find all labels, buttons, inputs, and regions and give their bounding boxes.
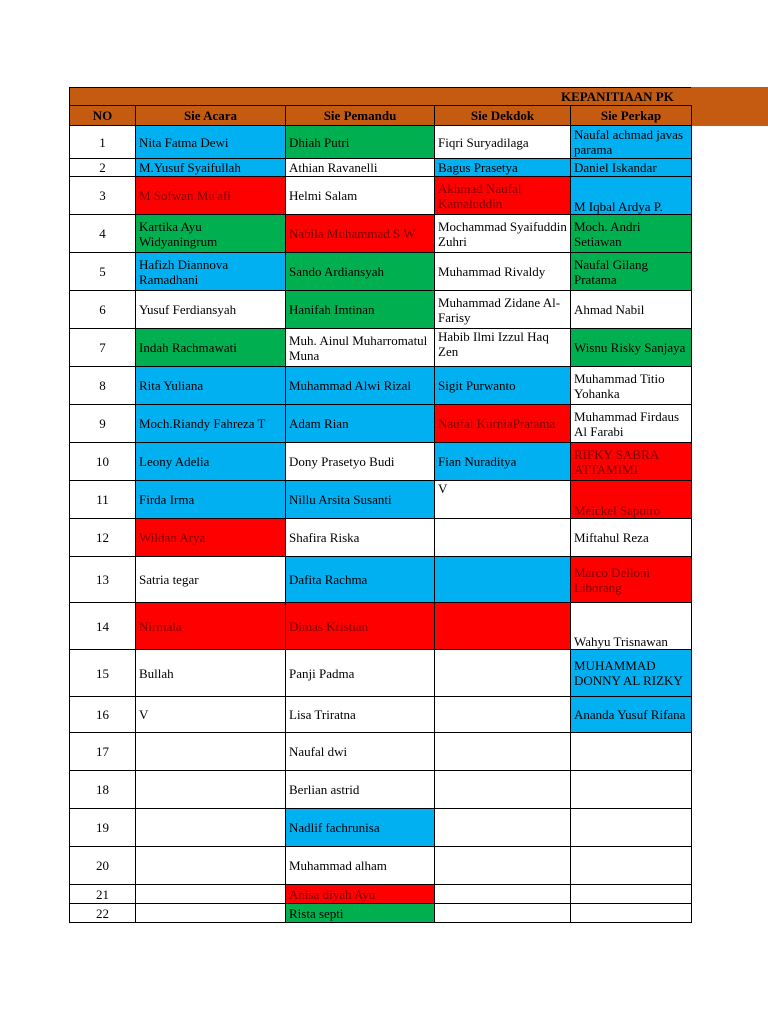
cell-no: 8 bbox=[70, 367, 136, 405]
cell-perkap: Moch. Andri Setiawan bbox=[571, 215, 692, 253]
cell-no: 14 bbox=[70, 603, 136, 650]
cell-perkap bbox=[571, 809, 692, 847]
cell-acara: Satria tegar bbox=[136, 557, 286, 603]
table-row bbox=[70, 650, 692, 697]
table-row bbox=[70, 405, 692, 443]
cell-acara: Kartika Ayu Widyaningrum bbox=[136, 215, 286, 253]
cell-acara: Indah Rachmawati bbox=[136, 329, 286, 367]
header-row bbox=[70, 106, 692, 126]
cell-dekdok: Muhammad Rivaldy bbox=[435, 253, 571, 291]
cell-acara: M.Yusuf Syaifullah bbox=[136, 159, 286, 177]
cell-dekdok: Akhmad Naufal Kamaluddin bbox=[435, 177, 571, 215]
table-row bbox=[70, 443, 692, 481]
cell-perkap: Wisnu Risky Sanjaya bbox=[571, 329, 692, 367]
cell-acara bbox=[136, 771, 286, 809]
cell-pemandu: Panji Padma bbox=[286, 650, 435, 697]
cell-dekdok: Sigit Purwanto bbox=[435, 367, 571, 405]
cell-dekdok bbox=[435, 809, 571, 847]
cell-acara: Firda Irma bbox=[136, 481, 286, 519]
cell-acara: Hafizh Diannova Ramadhani bbox=[136, 253, 286, 291]
cell-dekdok: Fian Nuraditya bbox=[435, 443, 571, 481]
cell-acara: V bbox=[136, 697, 286, 733]
cell-pemandu: Lisa Triratna bbox=[286, 697, 435, 733]
table-row bbox=[70, 159, 692, 177]
cell-pemandu: Hanifah Imtinan bbox=[286, 291, 435, 329]
cell-dekdok bbox=[435, 733, 571, 771]
cell-dekdok bbox=[435, 847, 571, 885]
cell-perkap bbox=[571, 733, 692, 771]
cell-perkap: Meickel Saputro bbox=[571, 481, 692, 519]
cell-dekdok bbox=[435, 904, 571, 923]
cell-perkap bbox=[571, 771, 692, 809]
cell-dekdok bbox=[435, 557, 571, 603]
cell-perkap: Marco Delloni Liborang bbox=[571, 557, 692, 603]
cell-dekdok bbox=[435, 519, 571, 557]
table-row bbox=[70, 253, 692, 291]
cell-dekdok: Naufal KurniaPratama bbox=[435, 405, 571, 443]
cell-dekdok bbox=[435, 697, 571, 733]
cell-perkap: Muhammad Titio Yohanka bbox=[571, 367, 692, 405]
col-header-no: NO bbox=[70, 106, 136, 126]
cell-perkap: Daniel Iskandar bbox=[571, 159, 692, 177]
table-row bbox=[70, 481, 692, 519]
cell-acara bbox=[136, 733, 286, 771]
cell-dekdok: Bagus Prasetya bbox=[435, 159, 571, 177]
cell-no: 17 bbox=[70, 733, 136, 771]
cell-no: 21 bbox=[70, 885, 136, 904]
header-side-fill bbox=[690, 87, 768, 126]
cell-pemandu: Anisa diyah Ayu bbox=[286, 885, 435, 904]
cell-pemandu: Naufal dwi bbox=[286, 733, 435, 771]
cell-dekdok bbox=[435, 650, 571, 697]
table-row bbox=[70, 215, 692, 253]
cell-pemandu: Dimas Kristian bbox=[286, 603, 435, 650]
table-row bbox=[70, 733, 692, 771]
cell-pemandu: Helmi Salam bbox=[286, 177, 435, 215]
cell-acara bbox=[136, 847, 286, 885]
table-row bbox=[70, 367, 692, 405]
cell-no: 4 bbox=[70, 215, 136, 253]
table-row bbox=[70, 771, 692, 809]
table-row bbox=[70, 557, 692, 603]
cell-acara: Rita Yuliana bbox=[136, 367, 286, 405]
cell-pemandu: Muhammad Alwi Rizal bbox=[286, 367, 435, 405]
cell-no: 11 bbox=[70, 481, 136, 519]
cell-no: 22 bbox=[70, 904, 136, 923]
cell-pemandu: Rista septi bbox=[286, 904, 435, 923]
cell-dekdok: Fiqri Suryadilaga bbox=[435, 126, 571, 159]
table-row bbox=[70, 519, 692, 557]
cell-no: 18 bbox=[70, 771, 136, 809]
col-header-sie-acara: Sie Acara bbox=[136, 106, 286, 126]
cell-pemandu: Nabila Muhammad S W bbox=[286, 215, 435, 253]
cell-acara: Yusuf Ferdiansyah bbox=[136, 291, 286, 329]
table-row bbox=[70, 904, 692, 923]
cell-acara bbox=[136, 885, 286, 904]
title-row bbox=[69, 87, 691, 105]
cell-no: 2 bbox=[70, 159, 136, 177]
cell-acara: Wildan Arya bbox=[136, 519, 286, 557]
cell-pemandu: Nadlif fachrunisa bbox=[286, 809, 435, 847]
cell-no: 10 bbox=[70, 443, 136, 481]
cell-perkap: MUHAMMAD DONNY AL RIZKY bbox=[571, 650, 692, 697]
cell-dekdok: V bbox=[435, 481, 571, 519]
table-row bbox=[70, 177, 692, 215]
cell-no: 9 bbox=[70, 405, 136, 443]
cell-perkap: Wahyu Trisnawan bbox=[571, 603, 692, 650]
cell-perkap: Ahmad Nabil bbox=[571, 291, 692, 329]
cell-perkap bbox=[571, 847, 692, 885]
cell-acara: Nita Fatma Dewi bbox=[136, 126, 286, 159]
cell-no: 12 bbox=[70, 519, 136, 557]
cell-perkap: Naufal Gilang Pratama bbox=[571, 253, 692, 291]
cell-perkap: Naufal achmad javas parama bbox=[571, 126, 692, 159]
cell-no: 6 bbox=[70, 291, 136, 329]
table-row bbox=[70, 126, 692, 159]
cell-no: 7 bbox=[70, 329, 136, 367]
cell-pemandu: Muh. Ainul Muharromatul Muna bbox=[286, 329, 435, 367]
cell-perkap: Muhammad Firdaus Al Farabi bbox=[571, 405, 692, 443]
committee-table bbox=[69, 105, 692, 923]
cell-perkap: RIFKY SABRA ATTAMIMI bbox=[571, 443, 692, 481]
cell-perkap bbox=[571, 904, 692, 923]
cell-perkap: M Iqbal Ardya P. bbox=[571, 177, 692, 215]
cell-no: 3 bbox=[70, 177, 136, 215]
col-header-sie-pemandu: Sie Pemandu bbox=[286, 106, 435, 126]
cell-pemandu: Dafita Rachma bbox=[286, 557, 435, 603]
col-header-sie-perkap: Sie Perkap bbox=[571, 106, 692, 126]
cell-no: 5 bbox=[70, 253, 136, 291]
cell-dekdok: Mochammad Syaifuddin Zuhri bbox=[435, 215, 571, 253]
cell-dekdok bbox=[435, 885, 571, 904]
cell-acara: Bullah bbox=[136, 650, 286, 697]
cell-no: 19 bbox=[70, 809, 136, 847]
cell-pemandu: Berlian astrid bbox=[286, 771, 435, 809]
cell-dekdok bbox=[435, 771, 571, 809]
table-row bbox=[70, 697, 692, 733]
cell-no: 16 bbox=[70, 697, 136, 733]
cell-acara: M Sofwan Mu'afi bbox=[136, 177, 286, 215]
cell-acara bbox=[136, 904, 286, 923]
cell-pemandu: Nillu Arsita Susanti bbox=[286, 481, 435, 519]
cell-pemandu: Shafira Riska bbox=[286, 519, 435, 557]
cell-acara: Nirmala bbox=[136, 603, 286, 650]
cell-acara: Leony Adelia bbox=[136, 443, 286, 481]
cell-dekdok: Muhammad Zidane Al-Farisy bbox=[435, 291, 571, 329]
cell-dekdok bbox=[435, 603, 571, 650]
table-row bbox=[70, 329, 692, 367]
table-row bbox=[70, 809, 692, 847]
cell-pemandu: Muhammad alham bbox=[286, 847, 435, 885]
table-row bbox=[70, 603, 692, 650]
cell-acara bbox=[136, 809, 286, 847]
cell-no: 15 bbox=[70, 650, 136, 697]
cell-no: 13 bbox=[70, 557, 136, 603]
table-row bbox=[70, 847, 692, 885]
cell-perkap bbox=[571, 885, 692, 904]
cell-no: 1 bbox=[70, 126, 136, 159]
cell-pemandu: Dony Prasetyo Budi bbox=[286, 443, 435, 481]
cell-pemandu: Dhiah Putri bbox=[286, 126, 435, 159]
col-header-sie-dekdok: Sie Dekdok bbox=[435, 106, 571, 126]
cell-pemandu: Sando Ardiansyah bbox=[286, 253, 435, 291]
cell-pemandu: Athian Ravanelli bbox=[286, 159, 435, 177]
sheet-title: KEPANITIAAN PK bbox=[561, 89, 674, 104]
table-row bbox=[70, 885, 692, 904]
cell-perkap: Ananda Yusuf Rifana bbox=[571, 697, 692, 733]
cell-acara: Moch.Riandy Fahreza T bbox=[136, 405, 286, 443]
cell-pemandu: Adam Rian bbox=[286, 405, 435, 443]
cell-perkap: Miftahul Reza bbox=[571, 519, 692, 557]
table-row bbox=[70, 291, 692, 329]
cell-no: 20 bbox=[70, 847, 136, 885]
cell-dekdok: Habib Ilmi Izzul Haq Zen bbox=[435, 329, 571, 367]
